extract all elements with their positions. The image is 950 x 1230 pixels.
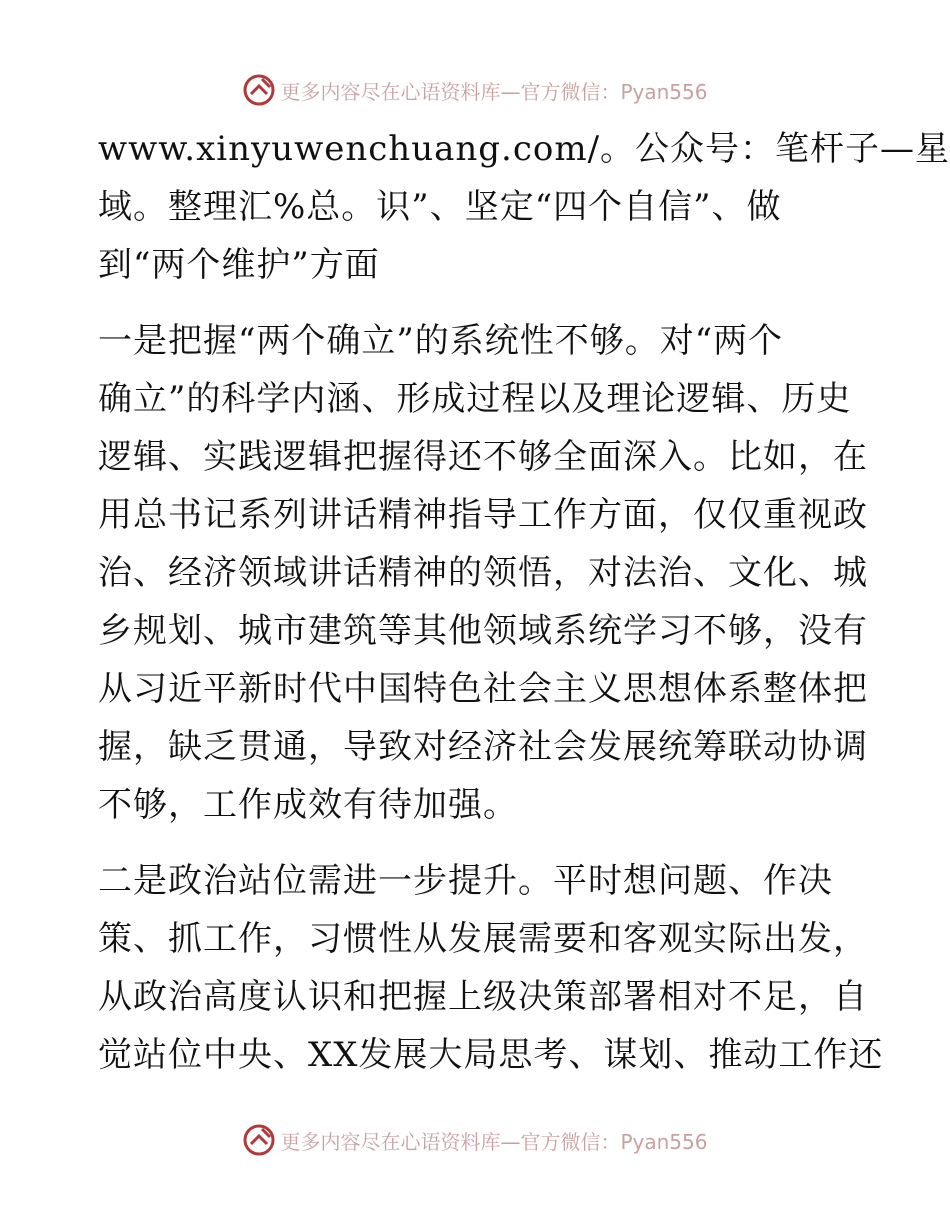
- intro-block: [98, 120, 950, 294]
- text-line: 握，缺乏贯通，导致对经济社会发展统筹联动协调: [98, 727, 868, 767]
- text-line: 用总书记系列讲话精神指导工作方面，仅仅重视政: [98, 495, 868, 535]
- book-pen-logo-icon: [242, 1123, 276, 1157]
- text-line: 从政治高度认识和把握上级决策部署相对不足，自: [98, 977, 868, 1017]
- text-line: 乡规划、城市建筑等其他领域系统学习不够，没有: [98, 611, 868, 651]
- text-line: 觉站位中央、XX发展大局思考、谋划、推动工作还: [98, 1035, 884, 1075]
- text-line: 逻辑、实践逻辑把握得还不够全面深入。比如，在: [98, 437, 868, 477]
- text-line: 治、经济领域讲话精神的领悟，对法治、文化、城: [98, 553, 868, 593]
- footer-banner: [0, 1118, 950, 1162]
- text-line: 策、抓工作，习惯性从发展需要和客观实际出发，: [98, 919, 868, 959]
- document-body: [98, 120, 950, 1084]
- header-banner: [0, 68, 950, 112]
- paragraph-1: [98, 312, 868, 834]
- text-line: 一是把握“两个确立”的系统性不够。对“两个: [98, 321, 784, 361]
- text-line: 从习近平新时代中国特色社会主义思想体系整体把: [98, 669, 868, 709]
- text-line: 不够，工作成效有待加强。: [98, 785, 518, 825]
- header-banner-text: 更多内容尽在心语资料库—官方微信：Pyan556: [280, 79, 708, 104]
- text-line: www.xinyuwenchuang.com/。公众号：笔杆子—星: [98, 129, 950, 169]
- paragraph-2: [98, 852, 884, 1084]
- text-line: 域。整理汇%总。识”、坚定“四个自信”、做: [98, 187, 782, 227]
- text-line: 到“两个维护”方面: [98, 245, 380, 285]
- footer-banner-text: 更多内容尽在心语资料库—官方微信：Pyan556: [280, 1129, 708, 1154]
- book-pen-logo-icon: [242, 73, 276, 107]
- text-line: 确立”的科学内涵、形成过程以及理论逻辑、历史: [98, 379, 852, 419]
- text-line: 二是政治站位需进一步提升。平时想问题、作决: [98, 861, 833, 901]
